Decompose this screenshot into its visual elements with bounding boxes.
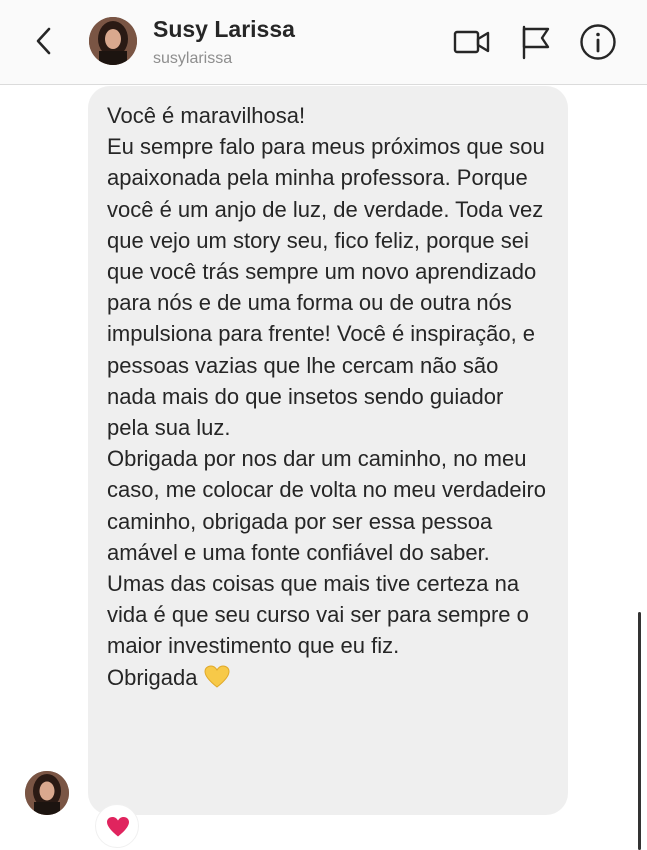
flag-icon [517,22,557,62]
chat-header [0,0,647,85]
video-call-icon [452,22,492,62]
red-heart-icon [106,816,130,838]
message-closing: Obrigada [107,664,198,690]
chevron-left-icon [30,24,60,58]
message-reaction[interactable] [95,804,139,848]
message-paragraph-1: Eu sempre falo para meus próximos que sou apaixonada pela minha professora. Porque você é um anjo de luz, de verdade. Toda vez que vejo um story seu, fico feliz, porque sei que você trás sempre um novo aprendizado para nós e de uma forma ou de outra nós impulsiona para frente! Você é inspiração, e pessoas vazias que lhe cercam não são nada mais do que insetos sendo guiador pela sua luz. [107,134,545,441]
message-greeting: Você é maravilhosa! [107,103,306,128]
scrollbar[interactable] [638,612,641,850]
sender-avatar[interactable] [25,771,69,815]
back-button[interactable] [30,24,60,58]
message-closing-line [107,662,547,697]
message-paragraph-2: Obrigada por nos dar um caminho, no meu caso, me colocar de volta no meu verdadeiro caminho, obrigada por ser essa pessoa amável e uma fonte confiável do saber. Umas das coisas que mais tive certeza na vida é que seu curso vai ser para sempre o maior investimento que eu fiz. [107,446,547,659]
yellow-heart-icon [204,665,230,697]
profile-avatar[interactable] [89,17,137,65]
avatar-image [89,17,137,65]
report-button[interactable] [517,22,557,62]
video-call-button[interactable] [452,22,492,62]
contact-username: susylarissa [153,50,233,67]
avatar-image [25,771,69,815]
info-button[interactable] [578,22,618,62]
message-text [107,100,547,697]
contact-name[interactable]: Susy Larissa [153,16,295,42]
info-icon [578,22,618,62]
